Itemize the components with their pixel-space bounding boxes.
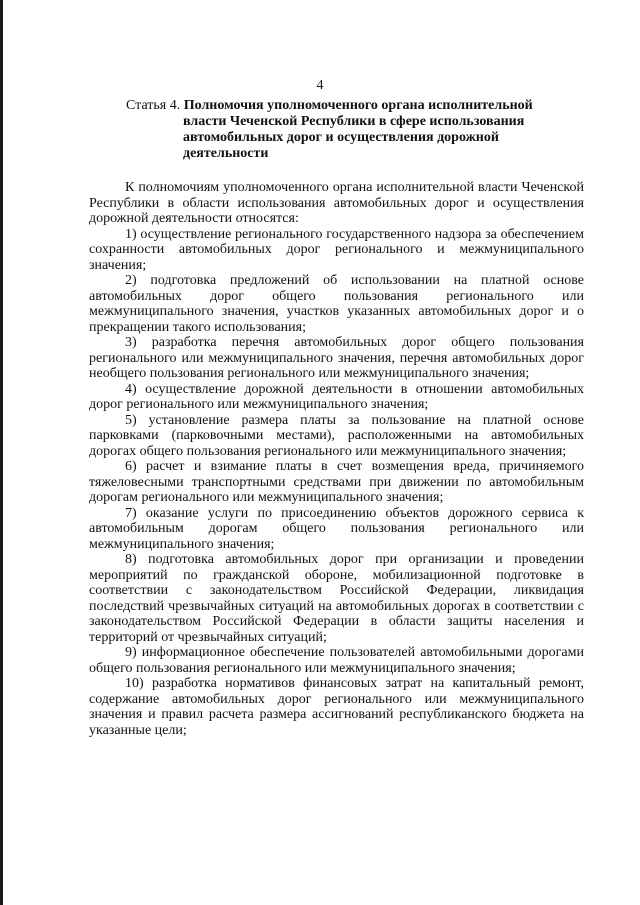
list-item-10: 10) разработка нормативов финансовых затрат на капитальный ремонт, содержание автомобильных дорог регионального или межмуниципального значения и правил расчета размера ассигнований республиканского бюджета на указанные цели; [89, 676, 584, 738]
list-item-4: 4) осуществление дорожной деятельности в отношении автомобильных дорог регионального или межмуниципального значения; [89, 381, 584, 412]
scan-edge-border [0, 0, 3, 905]
list-item-3: 3) разработка перечня автомобильных дорог общего пользования регионального или межмуниципального значения, перечня автомобильных дорог необщего пользования регионального или межмуниципального значения; [89, 335, 584, 381]
article-title-line-3: автомобильных дорог и осуществления дорожной [183, 130, 499, 145]
article-title-line-1: Полномочия уполномоченного органа исполнительной [183, 98, 533, 113]
list-item-1: 1) осуществление регионального государственного надзора за обеспечением сохранности автомобильных дорог регионального и межмуниципального значения; [89, 226, 584, 273]
article-body [89, 180, 584, 738]
article-heading [126, 98, 566, 162]
list-item-6: 6) расчет и взимание платы в счет возмещения вреда, причиняемого тяжеловесными транспортными средствами при движении по автомобильным дорогам регионального или межмуниципального значения; [89, 459, 584, 505]
list-item-5: 5) установление размера платы за пользование на платной основе парковками (парковочными местами), расположенными на автомобильных дорогах общего пользования регионального или межмуниципального значения; [89, 412, 584, 459]
article-label: Статья 4. [126, 98, 184, 113]
page-number: 4 [316, 78, 324, 93]
list-item-9: 9) информационное обеспечение пользователей автомобильными дорогами общего пользования регионального или межмуниципального значения; [89, 645, 584, 676]
article-title-line-4: деятельности [183, 146, 269, 161]
list-item-7: 7) оказание услуги по присоединению объектов дорожного сервиса к автомобильным дорогам общего пользования регионального или межмуниципального значения; [89, 505, 584, 552]
article-title-line-2: власти Чеченской Республики в сфере использования [183, 114, 525, 129]
intro-paragraph: К полномочиям уполномоченного органа исполнительной власти Чеченской Республики в области использования автомобильных дорог и осуществления дорожной деятельности относятся: [89, 180, 584, 226]
list-item-8: 8) подготовка автомобильных дорог при организации и проведении мероприятий по гражданской обороне, мобилизационной подготовке в соответствии с законодательством Российской Федерации, ликвидация последствий чрезвычайных ситуаций на автомобильных дорогах в соответствии с законодательством Российской Федерации в области защиты населения и территорий от чрезвычайных ситуаций; [89, 552, 584, 645]
list-item-2: 2) подготовка предложений об использовании на платной основе автомобильных дорог общего пользования регионального или межмуниципального значения, участков указанных автомобильных дорог и о прекращении такого использования; [89, 273, 584, 335]
